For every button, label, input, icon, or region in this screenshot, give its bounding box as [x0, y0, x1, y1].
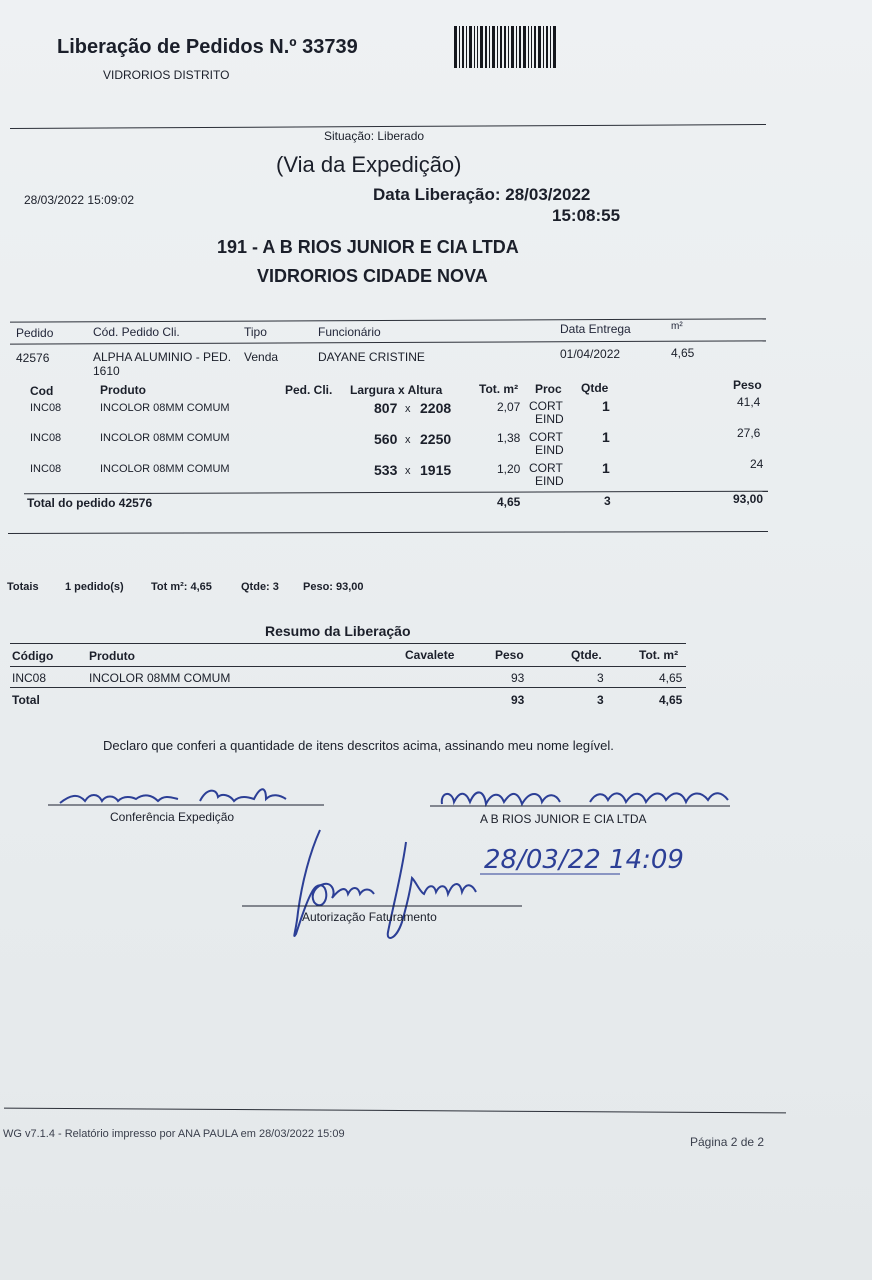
autorizacao-label: Autorização Faturamento	[302, 910, 437, 924]
resumo-total-peso: 93	[511, 693, 525, 707]
totals-label: Totais	[7, 581, 39, 593]
item-peso: 41,4	[737, 395, 761, 409]
footer-page: Página 2 de 2	[690, 1135, 765, 1149]
cliente-label: A B RIOS JUNIOR E CIA LTDA	[480, 812, 647, 826]
funcionario: DAYANE CRISTINE	[318, 350, 425, 364]
resumo-produto: INCOLOR 08MM COMUM	[89, 671, 231, 685]
item-produto: INCOLOR 08MM COMUM	[100, 463, 230, 475]
item-proc: CORT	[529, 461, 563, 475]
data-liberacao: Data Liberação: 28/03/2022	[373, 185, 591, 204]
resumo-codigo: INC08	[12, 671, 47, 685]
item-tot-m2: 2,07	[497, 400, 521, 414]
item-x: x	[405, 465, 411, 477]
items-col-ped-cli: Ped. Cli.	[285, 383, 333, 397]
item-proc: CORT	[529, 399, 563, 413]
order-header-line	[10, 340, 766, 344]
data-liberacao-time: 15:08:55	[552, 206, 621, 225]
item-proc-2: EIND	[535, 474, 564, 488]
totals-pedidos: 1 pedido(s)	[65, 581, 124, 593]
signature-autorizacao	[240, 822, 530, 954]
order-total-label: Total do pedido 42576	[27, 496, 153, 510]
situacao: Situação: Liberado	[324, 129, 425, 143]
pedido-number: 42576	[16, 351, 50, 365]
totals-peso: Peso: 93,00	[303, 581, 364, 593]
item-x: x	[405, 434, 411, 446]
via-label: (Via da Expedição)	[276, 152, 462, 177]
customer-store: VIDRORIOS CIDADE NOVA	[257, 266, 488, 286]
items-col-proc: Proc	[535, 382, 562, 396]
order-total-line	[24, 491, 768, 495]
item-peso: 27,6	[737, 426, 761, 440]
resumo-total-qtde: 3	[597, 693, 604, 707]
items-col-produto: Produto	[100, 383, 146, 397]
order-end-line	[8, 531, 768, 534]
resumo-qtde: 3	[597, 671, 604, 685]
resumo-col-produto: Produto	[89, 649, 135, 663]
item-produto: INCOLOR 08MM COMUM	[100, 432, 230, 444]
barcode	[454, 26, 588, 68]
item-cod: INC08	[30, 402, 62, 414]
item-produto: INCOLOR 08MM COMUM	[100, 402, 230, 414]
resumo-title: Resumo da Liberação	[265, 623, 411, 639]
totals-tot-m2: Tot m²: 4,65	[151, 581, 212, 593]
resumo-col-qtde: Qtde.	[571, 648, 602, 662]
item-altura: 1915	[420, 462, 452, 478]
col-pedido: Pedido	[16, 326, 54, 340]
col-tipo: Tipo	[244, 325, 267, 339]
conferencia-label: Conferência Expedição	[110, 810, 235, 824]
item-largura: 533	[374, 462, 398, 478]
declaration-text: Declaro que conferi a quantidade de itens descritos acima, assinando meu nome legível.	[103, 738, 614, 753]
order-total-peso: 93,00	[733, 492, 764, 506]
items-col-tot-m2: Tot. m²	[479, 382, 519, 396]
item-proc-2: EIND	[535, 412, 564, 426]
item-tot-m2: 1,38	[497, 431, 521, 445]
resumo-col-codigo: Código	[12, 649, 54, 663]
resumo-total-tot-m2: 4,65	[659, 693, 683, 707]
resumo-row-line	[10, 687, 686, 688]
footer-line	[4, 1108, 786, 1114]
signature-conferencia	[40, 775, 340, 815]
cod-pedido-cli: ALPHA ALUMINIO - PED.	[93, 350, 232, 364]
item-proc: CORT	[529, 430, 563, 444]
item-altura: 2208	[420, 400, 452, 416]
resumo-col-peso: Peso	[495, 648, 524, 662]
company-name: VIDRORIOS DISTRITO	[103, 68, 230, 82]
resumo-col-tot-m2: Tot. m²	[639, 648, 679, 662]
items-col-cod: Cod	[30, 384, 54, 398]
resumo-tot-m2: 4,65	[659, 671, 683, 685]
item-cod: INC08	[30, 463, 62, 475]
resumo-peso: 93	[511, 671, 525, 685]
item-qtde: 1	[602, 460, 610, 476]
handwritten-datetime-text: 28/03/22 14:09	[484, 845, 684, 875]
item-tot-m2: 1,20	[497, 462, 521, 476]
resumo-total-label: Total	[12, 693, 40, 707]
item-peso: 24	[750, 457, 764, 471]
document-title: Liberação de Pedidos N.º 33739	[57, 36, 358, 58]
order-total-qtde: 3	[604, 494, 611, 508]
col-m2: m²	[671, 321, 683, 332]
item-qtde: 1	[602, 429, 610, 445]
order-top-line	[10, 318, 766, 322]
items-col-largura-altura: Largura x Altura	[350, 383, 443, 397]
item-largura: 560	[374, 431, 398, 447]
item-altura: 2250	[420, 431, 452, 447]
printed-datetime: 28/03/2022 15:09:02	[24, 193, 135, 207]
item-proc-2: EIND	[535, 443, 564, 457]
resumo-col-cavalete: Cavalete	[405, 648, 455, 662]
item-cod: INC08	[30, 432, 62, 444]
m2-value: 4,65	[671, 346, 695, 360]
totals-qtde: Qtde: 3	[241, 581, 279, 593]
order-total-m2: 4,65	[497, 495, 521, 509]
col-data-entrega: Data Entrega	[560, 322, 631, 336]
items-col-qtde: Qtde	[581, 381, 609, 395]
data-entrega: 01/04/2022	[560, 347, 621, 361]
item-largura: 807	[374, 400, 398, 416]
col-funcionario: Funcionário	[318, 325, 381, 339]
footer-printed-by: WG v7.1.4 - Relatório impresso por ANA PAULA em 28/03/2022 15:09	[3, 1128, 345, 1140]
resumo-top-line	[10, 643, 686, 644]
tipo: Venda	[244, 350, 279, 364]
item-qtde: 1	[602, 398, 610, 414]
item-x: x	[405, 403, 411, 415]
customer-name: 191 - A B RIOS JUNIOR E CIA LTDA	[217, 237, 519, 257]
resumo-header-line	[10, 666, 686, 667]
col-cod-pedido-cli: Cód. Pedido Cli.	[93, 325, 180, 339]
cod-pedido-cli-2: 1610	[93, 364, 120, 378]
items-col-peso: Peso	[733, 378, 762, 392]
